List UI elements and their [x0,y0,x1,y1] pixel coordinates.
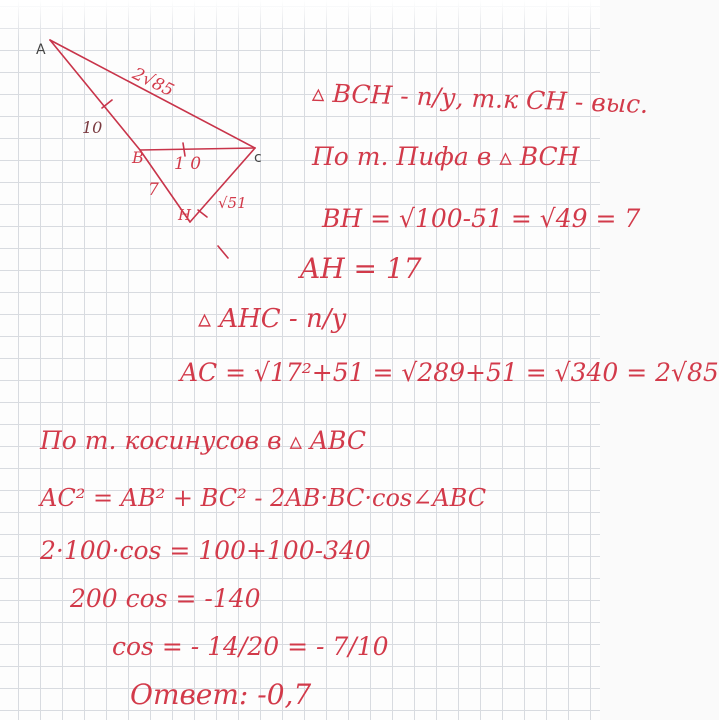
line-bh-calc: BH = √100-51 = √49 = 7 [322,204,641,233]
point-b-label: B [132,148,144,167]
tick-ab [102,100,112,108]
line-pythagoras-bch: По т. Пифа в ▵ BCH [312,142,580,171]
stray-mark [218,246,228,258]
point-h-label: H [178,206,192,224]
line-200-cos: 200 cos = -140 [70,584,261,613]
line-cos-fraction: cos = - 14/20 = - 7/10 [112,632,389,661]
point-c-label: c [254,150,262,166]
line-ah-value: AH = 17 [300,252,422,285]
point-a-label: A [36,42,46,58]
line-substitution: 2·100·cos = 100+100-340 [40,536,371,565]
line-ac-calc: AC = √17²+51 = √289+51 = √340 = 2√85 [180,358,719,387]
line-triangle-ahc-right: ▵ AHC - п/у [198,304,347,334]
right-angle-mark [198,210,207,217]
label-ch: √51 [218,194,247,212]
label-ab: 10 [82,118,103,137]
segment-ac [50,40,255,148]
line-answer: Ответ: -0,7 [130,678,312,711]
segment-bc [140,148,255,150]
line-cosine-law-title: По т. косинусов в ▵ ABC [40,426,367,455]
label-bc: 1 0 [174,154,202,174]
label-ac: 2√85 [129,64,177,101]
label-bh: 7 [148,180,159,200]
line-cosine-law-formula: AC² = AB² + BC² - 2AB·BC·cos∠ABC [40,484,487,512]
line-triangle-bch-right: ▵ BCH - п/у, т.к CH - выс. [311,78,649,119]
